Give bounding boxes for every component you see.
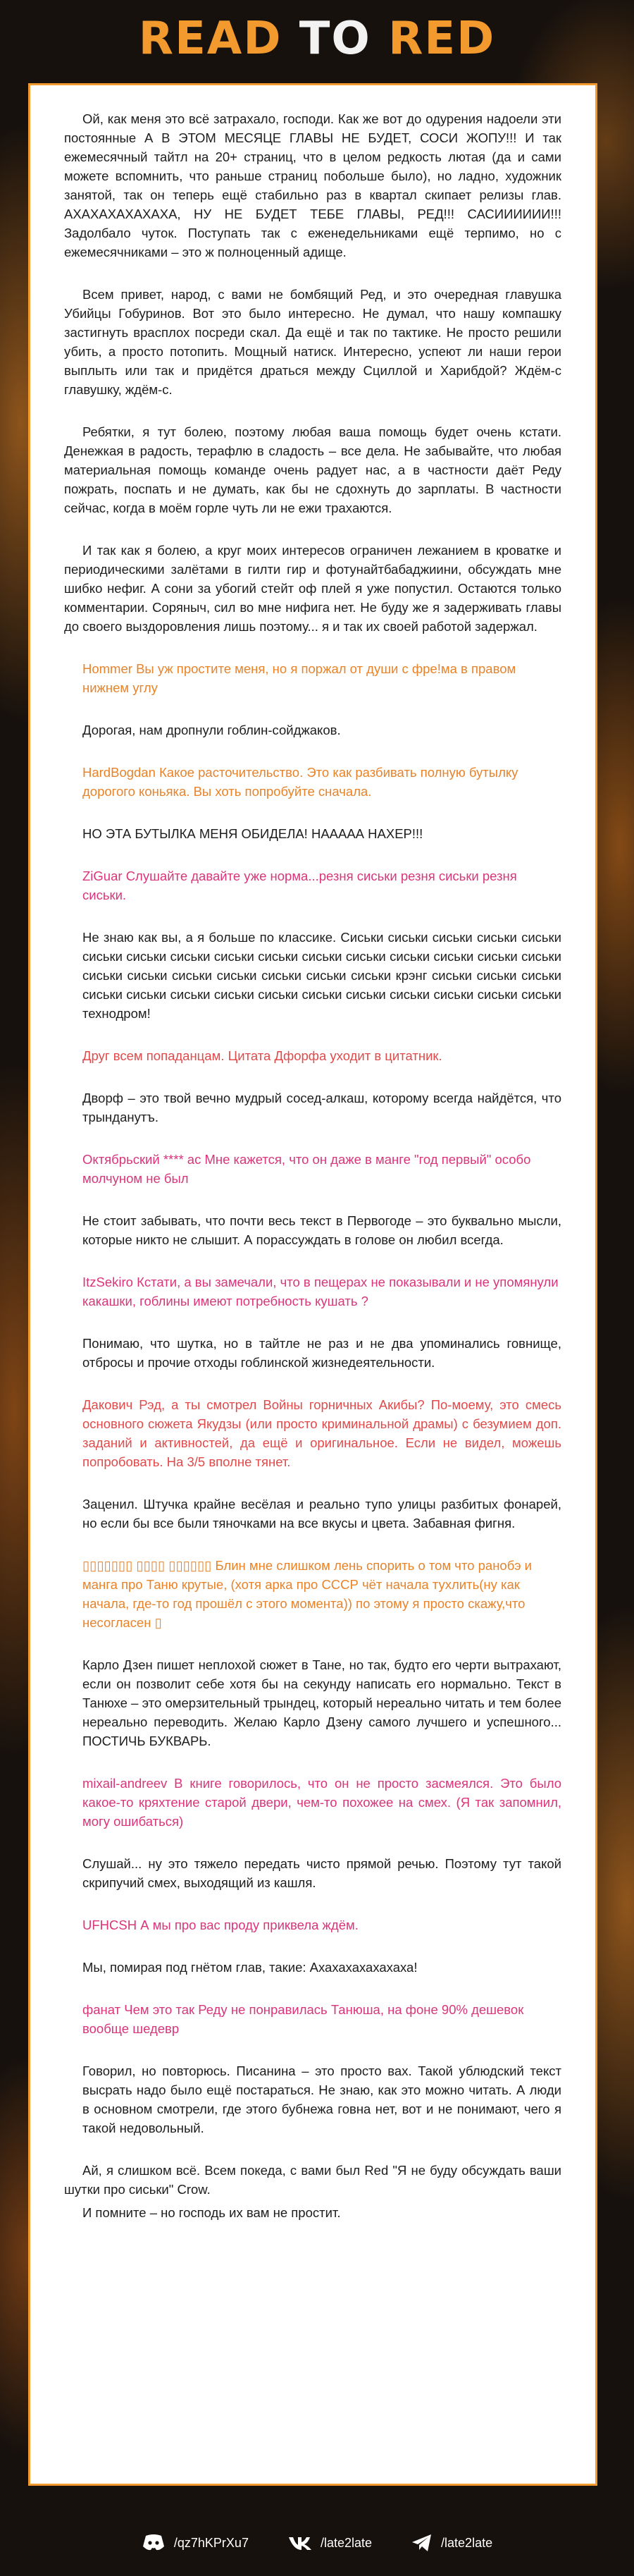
reply: Говорил, но повторюсь. Писанина – это просто вах. Такой ублюдский текст высрать надо было ещё постараться. Не знаю, как это можно читать. А люди в основном смотрели, где этого бубнежа говна нет, вот и не понимают, чего я такой недовольный. [82,2063,561,2135]
discord-link[interactable] [142,2534,249,2552]
paragraph: Ой, как меня это всё затрахало, господи. Как же вот до одурения надоели эти постоянные А В ЭТОМ МЕСЯЦЕ ГЛАВЫ НЕ БУДЕТ, СОСИ ЖОПУ!!! И так ежемесячный тайтл на 20+ страниц, что в целом редкость лютая (да и сами можете вспомнить, что раньше страниц побольше было), но ладно, художник занятой, так он теперь ещё стабильно раз в квартал скипает релизы глав. АХАХАХАХАХАХА, НУ НЕ БУДЕТ ТЕБЕ ГЛАВЫ, РЕД!!! САСИИИИИИ!!! Задолбало чуток. Поступать так с еженедельниками ещё терпимо, но с ежемесячниками – это ж полноценный адище. [64,111,561,259]
header [0,0,634,78]
comment [64,1150,561,1188]
comment [64,1046,561,1065]
paragraph: Ребятки, я тут болею, поэтому любая ваша помощь будет очень кстати. Денежкая в радость, терафлю в сладость – все дела. Не забывайте, что любая материальная помощь команде очень радует нас, а в частности даёт Реду пожрать, поспать и не думать, как бы не сдохнуть до зарплаты. В частности сейчас, когда в моём горле чуть ли не ежи траxаются. [64,424,561,515]
reply: НО ЭТА БУТЫЛКА МЕНЯ ОБИДЕЛА! НААААА НАХЕР!!! [82,826,423,841]
reply: Не стоит забывать, что почти весь текст в Первогоде – это буквально мысли, которые никто не слышит. А порассуждать в голове он любил всегда. [82,1213,561,1247]
page-title [139,13,495,65]
vk-label: /late2late [320,2535,373,2550]
comment-author: Друг всем попаданцам. [82,1048,225,1063]
comment-text: Какое расточительство. Это как разбивать полную бутылку дорогого коньяка. Вы хоть попробуйте сначала. [82,765,518,799]
reply: Слушай... ну это тяжело передать чисто прямой речью. Поэтому тут такой скрипучий смех, выходящий из кашля. [82,1856,561,1890]
comment-author: ▯▯▯▯▯▯▯ ▯▯▯▯ ▯▯▯▯▯▯ [82,1558,212,1573]
reply: Не знаю как вы, а я больше по классике. Сиськи сиськи сиськи сиськи сиськи сиськи сиськи сиськи сиськи сиськи сиськи сиськи сиськи сиськи сиськи сиськи сиськи сиськи сиськи сиськи сиськи сиськи сиськи крэнг сиськи сиськи сиськи сиськи сиськи сиськи сиськи сиськи сиськи сиськи сиськи сиськи сиськи сиськи технодром! [82,930,561,1021]
content-panel [28,83,597,2486]
discord-icon [142,2534,166,2552]
comment [64,763,561,801]
comment-author: ItzSekiro [82,1275,133,1289]
comment [64,1556,561,1632]
comment [64,1395,561,1471]
comment [64,1774,561,1831]
comment-author: UFHCSH [82,1918,137,1932]
vk-icon [288,2535,312,2551]
comment-author: фанат [82,2002,121,2017]
comment-text: Цитата Дфорфа уходит в цитатник. [228,1048,442,1063]
paragraph: Всем привет, народ, с вами не бомбящий Ред, и это очередная главушка Убийцы Гобуринов. Вот это было интересно. Не думал, что нашу компашку застигнуть врасплох посреди скал. Да ещё и так по тактике. Не просто решили убить, а просто потопить. Мощный натиск. Интересно, успеют ли наши герои выплыть или так и придётся драться между Сциллой и Харибдой? Ждём-с главушку, ждём-с. [64,287,561,397]
comment-text: Слушайте давайте уже норма...резня сиськи резня сиськи резня сиськи. [82,869,517,902]
comment [64,2000,561,2038]
comment [64,659,561,697]
comment-text: Чем это так Реду не понравилась Танюша, на фоне 90% дешевок вообще шедевр [82,2002,524,2036]
telegram-link[interactable] [411,2534,492,2552]
title-word-to: TO [299,13,371,65]
comment-author: mixail-andreev [82,1776,168,1791]
reply: Дорогая, нам дропнули гоблин-сойджаков. [82,723,341,737]
comment [64,1272,561,1311]
reply: Карло Дзен пишет неплохой сюжет в Тане, но так, будто его черти вытрахают, если он позволит себе хотя бы на секунду написать его нормально. Текст в Танюхе – это омерзительный трындец, который нереально читать и тем более нереально переводить. Желаю Карло Дзену самого лучшего и успешного... ПОСТИЧЬ БУКВАРЬ. [82,1657,561,1748]
title-word-read: READ [138,13,282,65]
reply: Мы, помирая под гнётом глав, такие: Ахахахахахахаха! [82,1960,418,1975]
title-word-red: RED [388,13,496,65]
comment [64,1915,561,1934]
paragraph: И так как я болею, а круг моих интересов ограничен лежанием в кроватке и периодическими залётами в гилти гир и фотунайтбабаджиини, обсуждать мне шибко нефиг. А сони за убогий стейт оф плей я уже попустил. Остаются только комментарии. Соряныч, сил во мне нифига нет. Не буду же я задерживать главы до своего выздоровления лишь поэтому... я и так их своей работой задержал. [64,543,561,634]
comment-author: Октябрьский **** ас [82,1152,201,1167]
comment-author: Дакович [82,1397,133,1412]
comment-author: ZiGuar [82,869,123,883]
discord-label: /qz7hKPrXu7 [173,2535,249,2550]
outro-paragraph: И помните – но господь их вам не простит. [82,2205,341,2220]
telegram-icon [411,2534,433,2552]
comment-text: Вы уж простите меня, но я поржал от души с фре!ма в правом нижнем углу [82,661,516,695]
comment-text: Кстати, а вы замечали, что в пещерах не показывали и не упомянули какашки, гоблины имеют потребность кушать ? [82,1275,559,1308]
reply: Дворф – это твой вечно мудрый сосед-алкаш, которому всегда найдётся, что трынданутъ. [82,1091,561,1124]
comment [64,866,561,904]
social-footer [0,2510,634,2576]
comment-author: HardBogdan [82,765,156,780]
reply: Понимаю, что шутка, но в тайтле не раз и не два упоминались говнище, отбросы и прочие отходы гоблинской жизнедеятельности. [82,1336,561,1370]
vk-link[interactable] [288,2535,372,2551]
reply: Заценил. Штучка крайне весёлая и реально тупо улицы разбитых фонарей, но если бы все были тяночками на все вкусы и цвета. Забавная фигня. [82,1497,561,1531]
comment-author: Hommer [82,661,132,676]
comment-text: Мне кажется, что он даже в манге "год первый" особо молчуном не был [82,1152,531,1186]
comment-text: В книге говорилось, что он не просто засмеялся. Это было какое-то кряхтение старой двери, чем-то похожее на смех. (Я так запомнил, могу ошибаться) [82,1776,561,1829]
outro-paragraph: Ай, я слишком всё. Всем покеда, с вами был Red "Я не буду обсуждать ваши шутки про сиськи" Crow. [64,2163,561,2197]
telegram-label: /late2late [441,2535,493,2550]
comment-text: А мы про вас проду приквела ждём. [140,1918,359,1932]
comment-text: Блин мне слишком лень спорить о том что ранобэ и манга про Таню крутые, (хотя арка про СССР чёт начала тухлить(ну как начала, где-то год прошёл с этого момента)) по этому я просто скажу,что несогласен ▯ [82,1558,533,1630]
comment-text: Рэд, а ты смотрел Войны горничных Акибы? По-моему, это смесь основного сюжета Якудзы (или просто криминальной драмы) с безумием доп. заданий и активностей, да ещё и оригинальное. Если не видел, можешь попробовать. На 3/5 вполне тянет. [82,1397,562,1469]
